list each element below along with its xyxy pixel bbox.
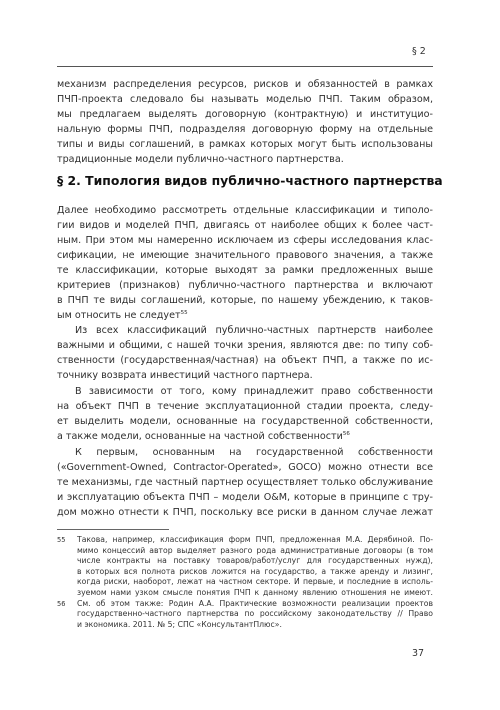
footnote-line: Такова, например, классификация форм ПЧП, предложенная М.А. Дерябиной. По-: [77, 535, 433, 544]
footnote-line: зуемом нами узком смысле понятия ПЧП к данному явлению отношения не имеют.: [77, 587, 433, 597]
text-line: ственности (государственная/частная) на объект ПЧП, а также по ис-: [57, 355, 433, 366]
text-line: те механизмы, где частный партнер осуществляет только обслуживание: [57, 477, 433, 488]
text-line: механизм распределения ресурсов, рисков и обязанностей в рамках: [57, 79, 433, 90]
running-header-section: § 2: [412, 46, 426, 57]
text-line: В зависимости от того, кому принадлежит право собственности: [75, 386, 433, 397]
text-line: ет выделить модели, основанные на государственной собственности,: [57, 416, 433, 427]
footnote-ref[interactable]: 56: [342, 430, 350, 437]
paragraph: [57, 445, 433, 520]
text-line: сификации, не имеющие значительного правового значения, а также: [57, 250, 433, 261]
text-line: на объект ПЧП в течение эксплуатационной стадии проекта, следу-: [57, 401, 433, 412]
paragraph: [57, 323, 433, 383]
footnote-rule: [57, 529, 169, 530]
footnote-ref[interactable]: 55: [180, 309, 188, 316]
text-line: те классификации, которые выходят за рамки предложенных выше: [57, 265, 433, 276]
text-line: и эксплуатацию объекта ПЧП – модели O&M, которые в принципе с тру-: [57, 492, 433, 503]
text-line: ПЧП-проекта следовало бы называть моделью ПЧП. Таким образом,: [57, 94, 433, 105]
text-line: точнику возврата инвестиций частного партнера.: [57, 370, 313, 381]
text-line-last: [57, 308, 433, 323]
header-rule: [57, 66, 433, 67]
text-line-last: [57, 429, 433, 444]
paragraph-continued: [57, 77, 433, 167]
paragraph: [57, 384, 433, 444]
text-line: нальную формы ПЧП, подразделяя договорную форму на отдельные: [57, 124, 433, 135]
text-line: («Government-Owned, Contractor-Operated», GOCO) можно отнести все: [57, 462, 433, 473]
footnote-line: государственно-частного партнерства по российскому законодательству // Право: [77, 609, 433, 619]
footnote-56: [57, 599, 433, 631]
text-line: типы и виды соглашений, в рамках которых могут быть использованы: [57, 139, 433, 150]
text-line: мы предлагаем выделять договорную (контрактную) и институцио-: [57, 109, 433, 120]
text-line: Далее необходимо рассмотреть отдельные классификации и типоло-: [57, 205, 433, 216]
footnote-line: См. об этом также: Родин А.А. Практические возможности реализации проектов: [77, 598, 433, 608]
text-line: традиционные модели публично-частного партнерства.: [57, 154, 344, 165]
footnotes: [57, 535, 433, 630]
text-line: дом можно отнести к ПЧП, поскольку все риски в данном случае лежат: [57, 507, 433, 518]
footnote-number: 56: [57, 599, 66, 608]
footnote-line: в которых вся полнота рисков ложится на государство, а также аренду и лизинг,: [77, 566, 433, 576]
text-line: критериев (признаков) публично-частного партнерства и включают: [57, 280, 433, 291]
text-line: К первым, основанным на государственной собственности: [75, 447, 433, 458]
text-line: ым относить не следует: [57, 310, 181, 321]
text-line: а также модели, основанные на частной собственности: [57, 431, 343, 442]
text-line: важными и общими, с нашей точки зрения, являются две: по типу соб-: [57, 340, 433, 351]
footnote-line: когда риски, наоборот, лежат на частном секторе. И первые, и последние в исполь-: [77, 577, 433, 587]
footnote-line: числе контракты на поставку товаров/работ/услуг для государственных нужд),: [77, 556, 433, 566]
text-line: в ПЧП те виды соглашений, которые, по нашему убеждению, к таков-: [57, 295, 433, 306]
section-heading: § 2. Типология видов публично-частного партнерства: [57, 173, 443, 188]
text-line: Из всех классификаций публично-частных партнерств наиболее: [75, 325, 433, 336]
footnote-55: [57, 535, 433, 599]
footnote-line: и экономика. 2011. № 5; СПС «КонсультантПлюс».: [77, 619, 282, 629]
paragraph: [57, 203, 433, 323]
footnote-line: мимо концессий автор выделяет разного рода административные договоры (в том: [77, 545, 433, 555]
text-line: ным. При этом мы намеренно исключаем из сферы исследования клас-: [57, 235, 433, 246]
text-line: гии видов и моделей ПЧП, двигаясь от наиболее общих к более част-: [57, 220, 433, 231]
footnote-number: 55: [57, 536, 66, 544]
page-number: 37: [412, 648, 425, 659]
